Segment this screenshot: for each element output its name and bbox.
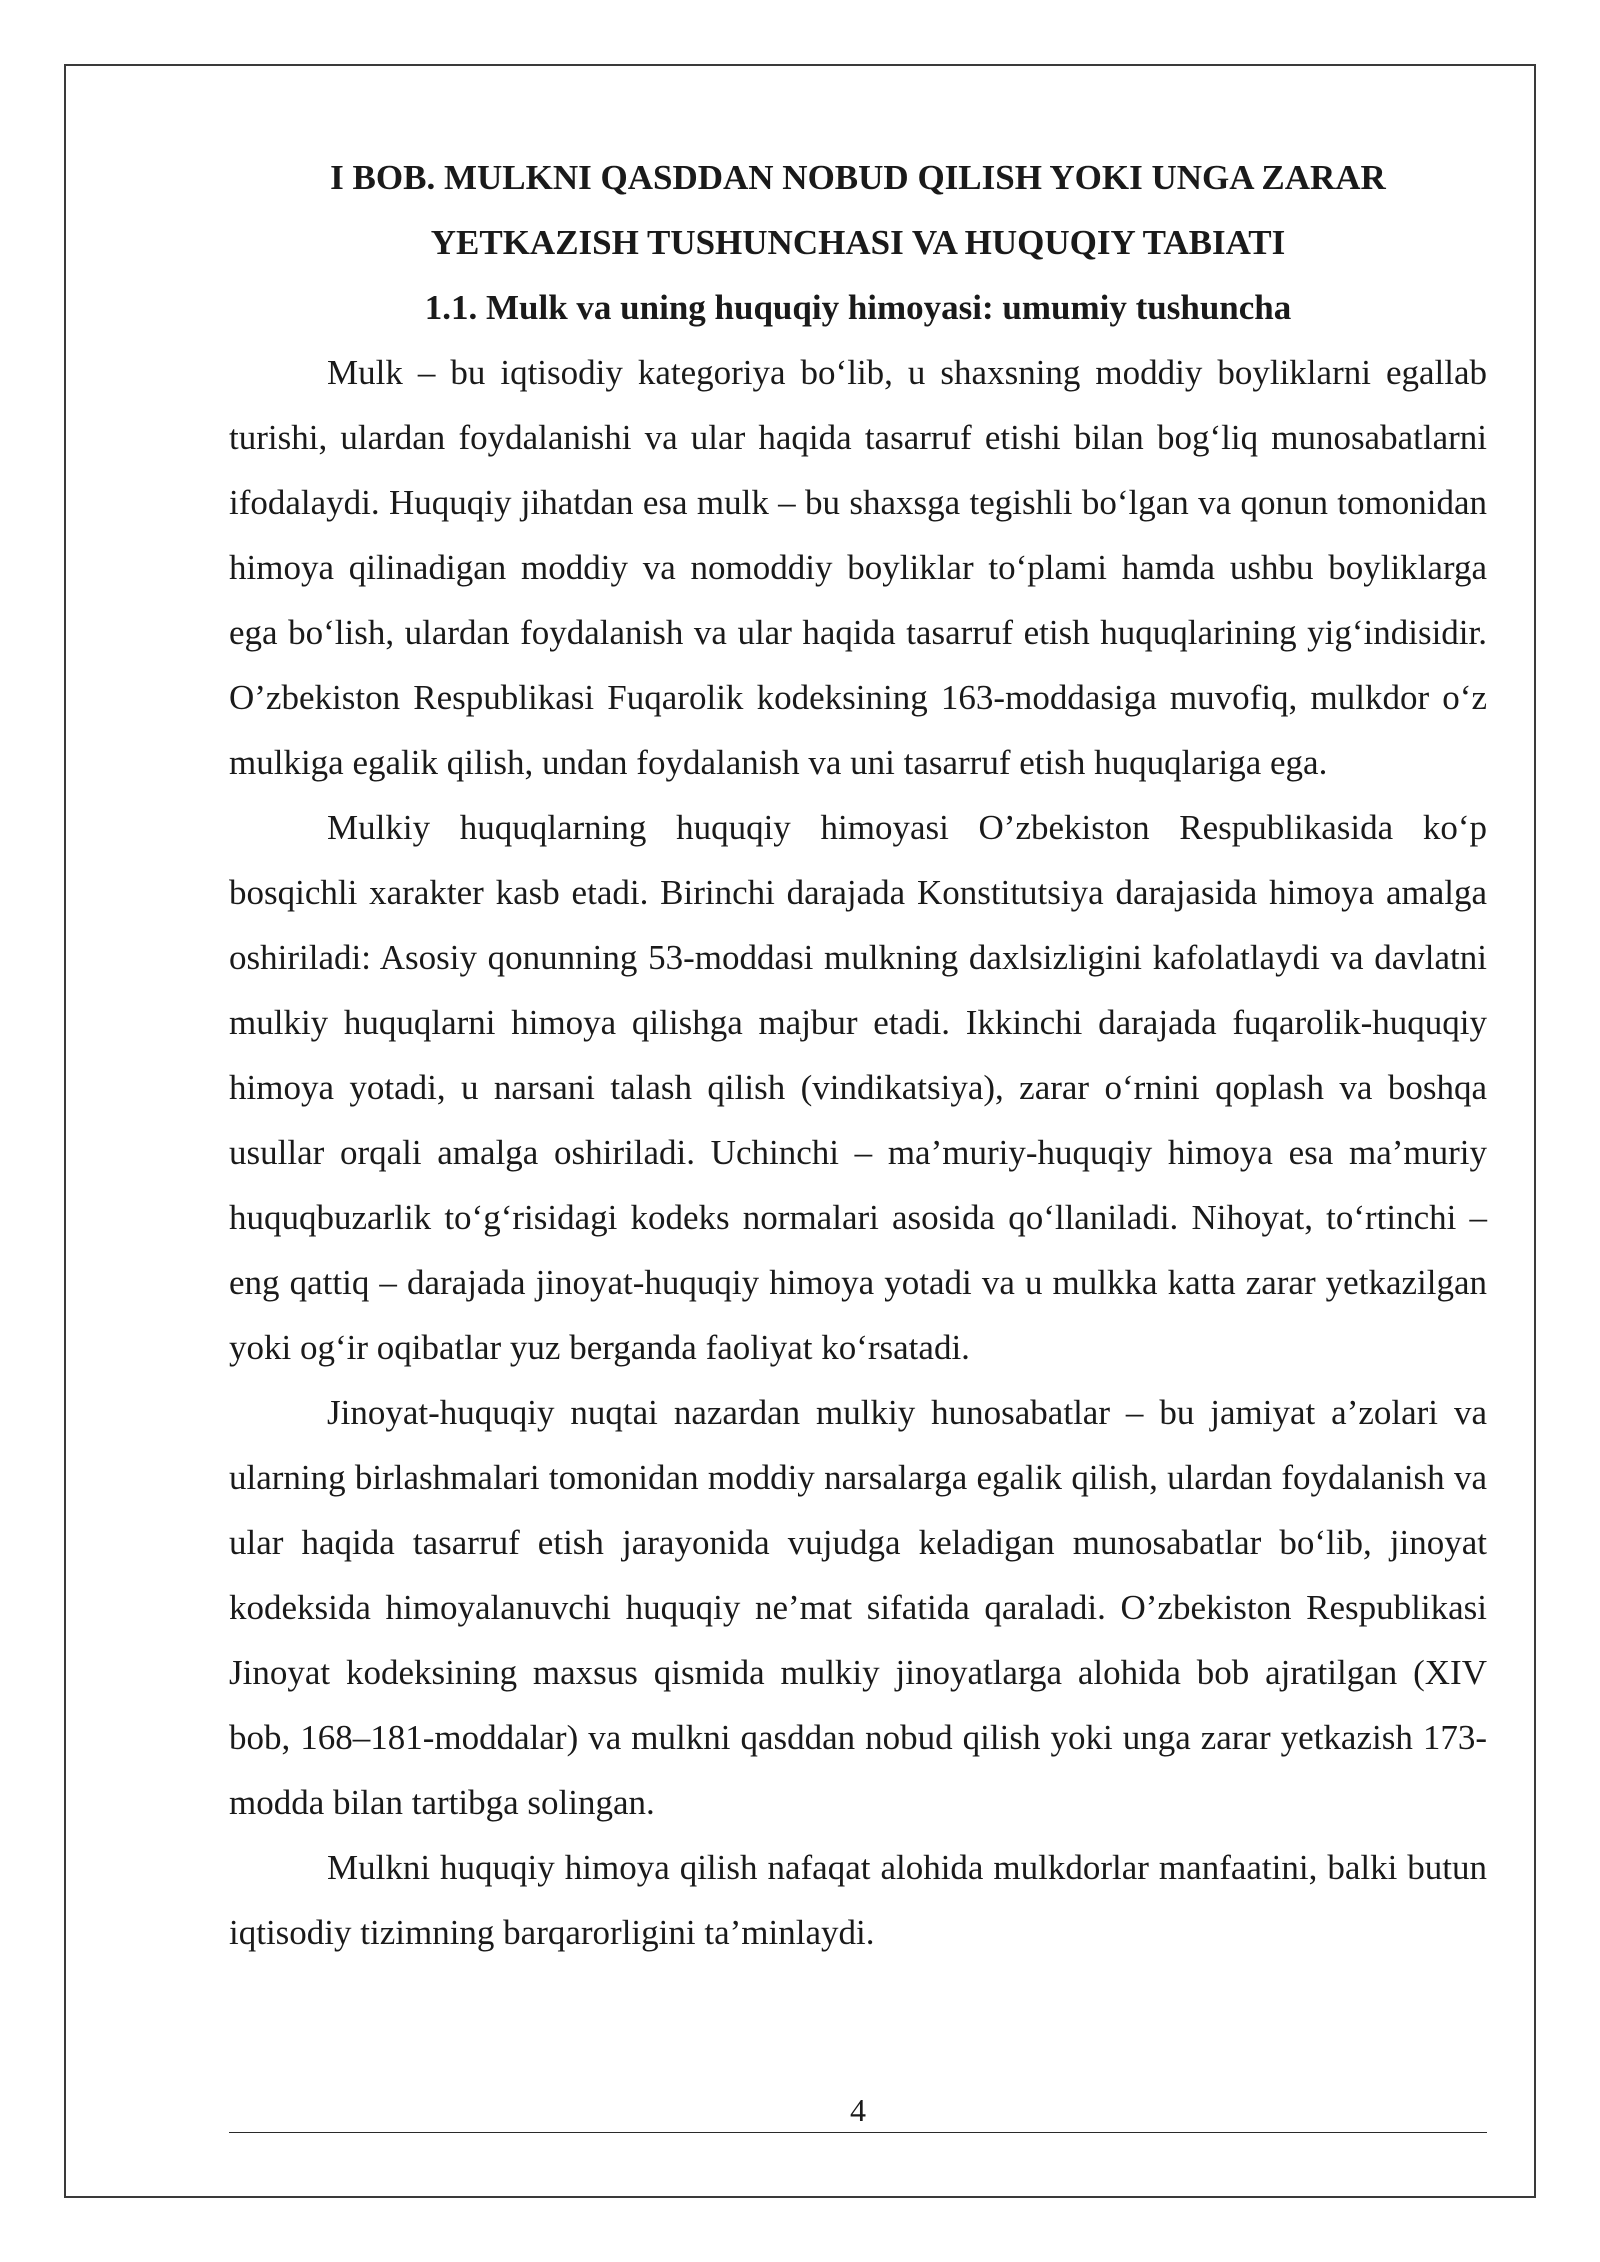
page-content [229,145,1487,1965]
footer-divider [229,2132,1487,2133]
page-number: 4 [850,2092,866,2128]
section-title: 1.1. Mulk va uning huquqiy himoyasi: umumiy tushuncha [424,288,1292,327]
paragraph-3: Jinoyat-huquqiy nuqtai nazardan mulkiy hunosabatlar – bu jamiyat a’zolari va ularning birlashmalari tomonidan moddiy narsalarga egalik qilish, ulardan foydalanish va ular haqida tasarruf etish jarayonida vujudga keladigan munosabatlar bo‘lib, jinoyat kodeksida himoyalanuvchi huquqiy ne’mat sifatida qaraladi. O’zbekiston Respublikasi Jinoyat kodeksining maxsus qismida mulkiy jinoyatlarga alohida bob ajratilgan (XIV bob, 168–181-moddalar) va mulkni qasddan nobud qilish yoki unga zarar yetkazish 173-modda bilan tartibga solingan. [229,1393,1487,1822]
paragraph-2: Mulkiy huquqlarning huquqiy himoyasi O’zbekiston Respublikasida ko‘p bosqichli xarakter kasb etadi. Birinchi darajada Konstitutsiya darajasida himoya amalga oshiriladi: Asosiy qonunning 53-moddasi mulkning daxlsizligini kafolatlaydi va davlatni mulkiy huquqlarni himoya qilishga majbur etadi. Ikkinchi darajada fuqarolik-huquqiy himoya yotadi, u narsani talash qilish (vindikatsiya), zarar o‘rnini qoplash va boshqa usullar orqali amalga oshiriladi. Uchinchi – ma’muriy-huquqiy himoya esa ma’muriy huquqbuzarlik to‘g‘risidagi kodeks normalari asosida qo‘llaniladi. Nihoyat, to‘rtinchi – eng qattiq – darajada jinoyat-huquqiy himoya yotadi va u mulkka katta zarar yetkazilgan yoki og‘ir oqibatlar yuz berganda faoliyat ko‘rsatadi. [229,808,1487,1367]
chapter-title-line-2: YETKAZISH TUSHUNCHASI VA HUQUQIY TABIATI [430,223,1286,262]
paragraph-1: Mulk – bu iqtisodiy kategoriya bo‘lib, u shaxsning moddiy boyliklarni egallab turishi, ulardan foydalanishi va ular haqida tasarruf etishi bilan bog‘liq munosabatlarni ifodalaydi. Huquqiy jihatdan esa mulk – bu shaxsga tegishli bo‘lgan va qonun tomonidan himoya qilinadigan moddiy va nomoddiy boyliklar to‘plami hamda ushbu boyliklarga ega bo‘lish, ulardan foydalanish va ular haqida tasarruf etish huquqlarining yig‘indisidir. O’zbekiston Respublikasi Fuqarolik kodeksining 163-moddasiga muvofiq, mulkdor o‘z mulkiga egalik qilish, undan foydalanish va uni tasarruf etish huquqlariga ega. [229,353,1487,782]
chapter-title-line-1: I BOB. MULKNI QASDDAN NOBUD QILISH YOKI UNGA ZARAR [330,158,1386,197]
paragraph-4: Mulkni huquqiy himoya qilish nafaqat alohida mulkdorlar manfaatini, balki butun iqtisodiy tizimning barqarorligini ta’minlaydi. [229,1848,1487,1952]
